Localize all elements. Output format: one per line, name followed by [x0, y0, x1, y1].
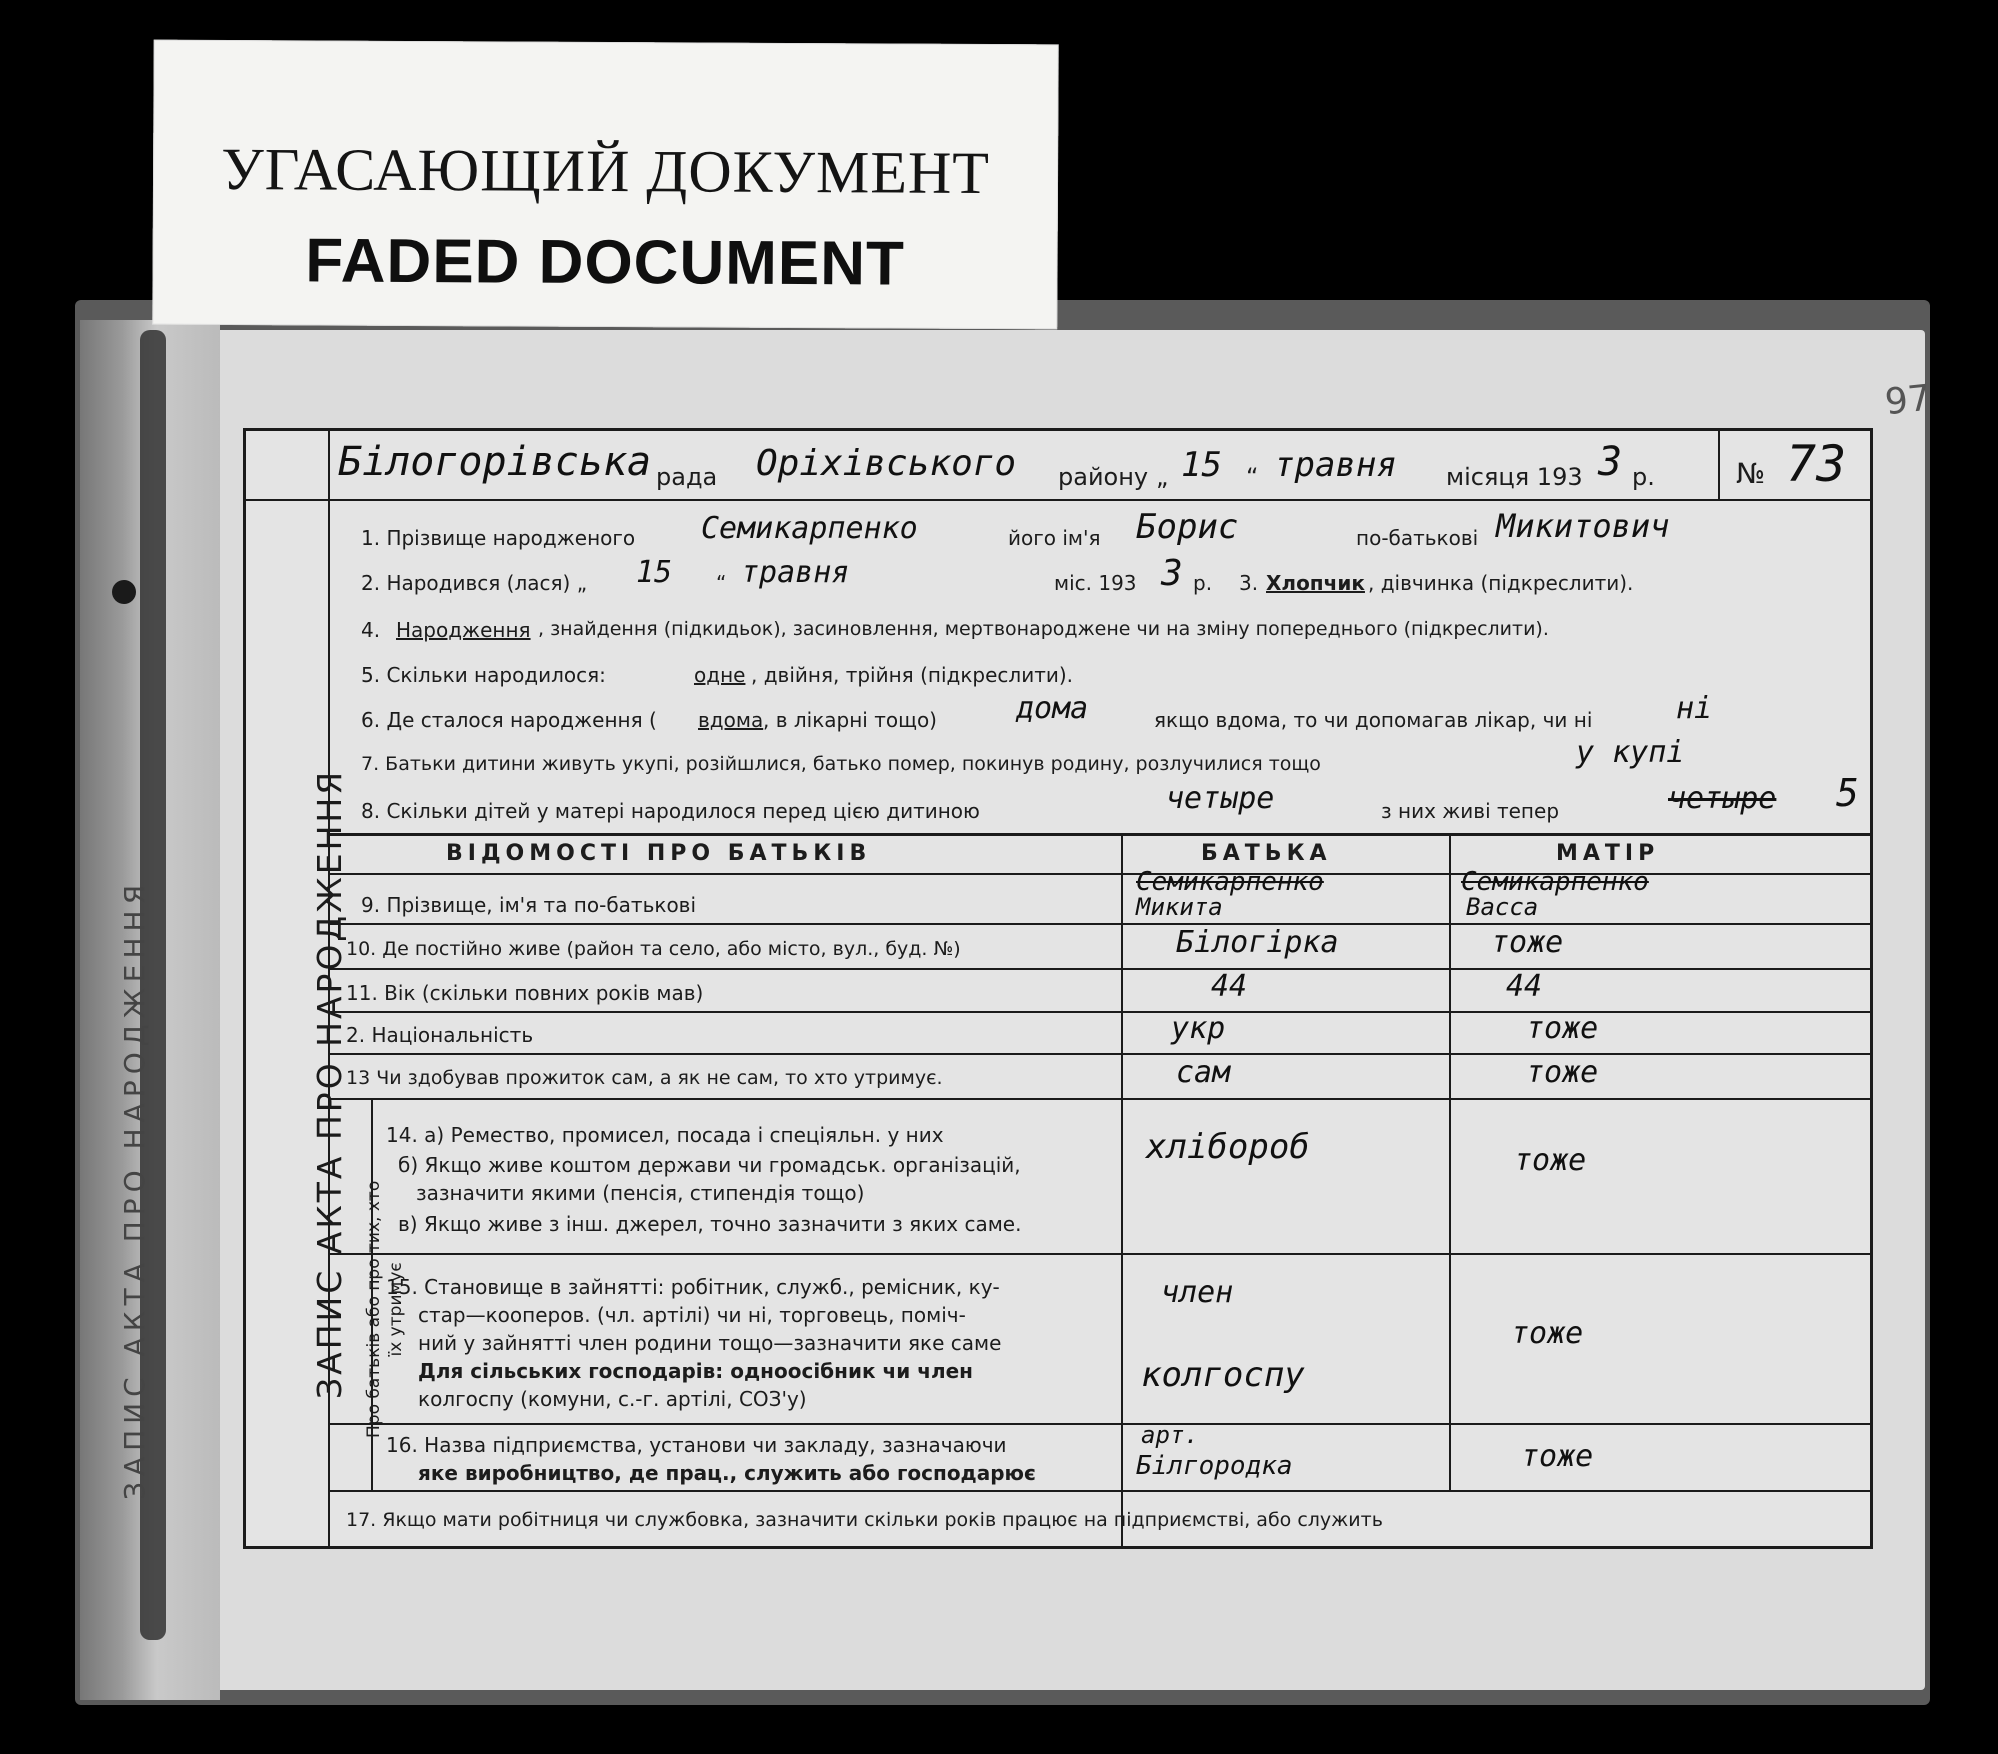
row8-label: 8. Скільки дітей у матері народилося перед цією дитиною	[361, 799, 980, 823]
father-livelihood: сам	[1176, 1055, 1231, 1090]
parents-side-note: Про батьків або про тих, хто їх утримує	[364, 1180, 406, 1438]
mother-status: тоже	[1511, 1316, 1584, 1351]
row2-r: р.	[1193, 571, 1213, 595]
row4-num: 4.	[361, 618, 381, 642]
birth-record-form	[243, 428, 1873, 1549]
father-occupation: хлібороб	[1146, 1127, 1310, 1167]
faded-document-label	[152, 40, 1058, 330]
father-status-2: колгоспу	[1141, 1355, 1305, 1395]
table-top-rule	[328, 833, 1870, 836]
month-value: травня	[1274, 445, 1397, 485]
doctor-value: ні	[1676, 691, 1713, 726]
council-label: рада	[656, 463, 718, 491]
row5-options: , двійня, трійня (підкреслити).	[751, 663, 1074, 687]
row-rule-16	[328, 1490, 1870, 1492]
row16-l1: 16. Назва підприємства, установи чи закладу, зазначаючи	[386, 1433, 1007, 1457]
row14-a: 14. а) Ремество, промисел, посада і спеціяльн. у них	[386, 1123, 944, 1147]
children-alive-value: 5	[1836, 771, 1859, 815]
row7-label: 7. Батьки дитини живуть укупі, розійшлися, батько помер, покинув родину, розлучилися тощо	[361, 753, 1321, 775]
father-age: 44	[1211, 969, 1248, 1004]
sex-boy: Хлопчик	[1266, 571, 1365, 595]
label-title-en: FADED DOCUMENT	[305, 226, 906, 299]
quote-close: “	[1246, 463, 1259, 491]
row15-l3: ний у зайнятті член родини тощо—зазначити яке саме	[418, 1331, 1002, 1355]
row14-c: в) Якщо живе з інш. джерел, точно зазначити з яких саме.	[398, 1212, 1022, 1236]
birth-year-digit: 3	[1161, 553, 1183, 594]
patronymic-value: Микитович	[1496, 507, 1670, 545]
row16-l2: яке виробництво, де прац., служить або господарює	[418, 1461, 1036, 1485]
row5-underlined: одне	[694, 663, 746, 687]
form-header-row	[246, 431, 1870, 501]
row9-label: 9. Прізвище, ім'я та по-батькові	[361, 893, 697, 917]
row1-name-label: його ім'я	[1008, 526, 1101, 550]
name-value: Борис	[1136, 507, 1239, 547]
row17-label: 17. Якщо мати робітниця чи службовка, зазначити скільки років працює на підприємстві, або служить	[346, 1509, 1383, 1531]
row15-l2: стар—кооперов. (чл. артілі) чи ні, торговець, поміч-	[418, 1303, 966, 1327]
district-label: району	[1058, 463, 1149, 491]
father-enterprise-1: арт.	[1141, 1421, 1199, 1449]
row2-mis: міс. 193	[1054, 571, 1137, 595]
number-label: №	[1736, 457, 1766, 490]
parents-together-value: у купі	[1576, 735, 1685, 770]
council-value: Білогорівська	[338, 439, 652, 485]
row-rule-15	[328, 1423, 1870, 1425]
quote-open: „	[1156, 463, 1169, 491]
row15-l1: 15. Становище в зайнятті: робітник, служб., ремісник, ку-	[386, 1275, 1000, 1299]
row6-underlined: вдома	[698, 708, 764, 732]
year-suffix: р.	[1632, 463, 1655, 491]
row11-label: 11. Вік (скільки повних років мав)	[346, 981, 704, 1005]
binding-hole	[112, 580, 136, 604]
district-value: Оріхівського	[756, 443, 1017, 484]
mother-surname: Семикарпенко	[1461, 867, 1649, 897]
birth-month-value: травня	[741, 555, 850, 590]
col-head-info: ВІДОМОСТІ ПРО БАТЬКІВ	[446, 841, 872, 866]
row-rule-9	[328, 923, 1870, 925]
birth-place-value: дома	[1016, 691, 1089, 726]
col-divider-1	[1121, 833, 1123, 1546]
father-residence: Білогірка	[1176, 925, 1339, 960]
mother-name: Васса	[1466, 893, 1539, 921]
father-surname: Семикарпенко	[1136, 867, 1324, 897]
row4-options: , знайдення (підкидьок), засиновлення, мертвонароджене чи на зміну попереднього (підкреслити).	[538, 618, 1549, 640]
father-enterprise-2: Білгородка	[1136, 1451, 1293, 1481]
col-divider-2	[1449, 833, 1451, 1490]
row14-b1: б) Якщо живе коштом держави чи громадськ. організацій,	[398, 1153, 1021, 1177]
page-number: 97	[1882, 377, 1933, 424]
form-title-vertical: ЗАПИС АКТА ПРО НАРОДЖЕННЯ	[310, 768, 349, 1399]
mother-age: 44	[1506, 969, 1543, 1004]
col-head-mother: МАТІР	[1556, 841, 1660, 866]
birth-day-value: 15	[636, 555, 673, 590]
father-status-1: член	[1161, 1275, 1234, 1310]
row13-label: 13 Чи здобував прожиток сам, а як не сам, то хто утримує.	[346, 1067, 943, 1089]
mother-residence: тоже	[1491, 925, 1564, 960]
back-card-title: ЗАПИС АКТА ПРО НАРОДЖЕННЯ	[118, 878, 151, 1500]
row1-label: 1. Прізвище народженого	[361, 526, 636, 550]
row4-underlined: Народження	[396, 618, 531, 642]
row1-patr-label: по-батькові	[1356, 526, 1479, 550]
row5-label: 5. Скільки народилося:	[361, 663, 606, 687]
row-rule-14	[328, 1253, 1870, 1255]
row3-label: 3.	[1239, 571, 1259, 595]
month-label: місяця 193	[1446, 463, 1583, 491]
sex-options: , дівчинка (підкреслити).	[1368, 571, 1634, 595]
row8-mid: з них живі тепер	[1381, 799, 1560, 823]
label-title-ru: УГАСАЮЩИЙ ДОКУМЕНТ	[221, 135, 991, 207]
row-rule-10	[328, 968, 1870, 970]
mother-nationality: тоже	[1526, 1011, 1599, 1046]
surname-value: Семикарпенко	[701, 511, 918, 546]
record-number-box	[1718, 431, 1870, 499]
record-number: 73	[1786, 435, 1847, 493]
children-alive-struck: четыре	[1668, 781, 1777, 816]
row12-label: 2. Національність	[346, 1023, 534, 1047]
row10-label: 10. Де постійно живе (район та село, або місто, вул., буд. №)	[346, 938, 961, 960]
row6-rest: , в лікарні тощо)	[763, 708, 937, 732]
year-digit: 3	[1598, 439, 1623, 485]
col-head-father: БАТЬКА	[1201, 841, 1332, 866]
mother-occupation: тоже	[1514, 1143, 1587, 1178]
form-side-column	[246, 431, 349, 1546]
row-rule-12	[328, 1053, 1870, 1055]
row15-l4: Для сільських господарів: одноосібник чи член	[418, 1359, 973, 1383]
father-name: Микита	[1136, 893, 1223, 921]
row6-label: 6. Де сталося народження (	[361, 708, 657, 732]
mother-livelihood: тоже	[1526, 1055, 1599, 1090]
mother-enterprise: тоже	[1521, 1439, 1594, 1474]
row14-b2: зазначити якими (пенсія, стипендія тощо)	[416, 1181, 865, 1205]
row6-question: якщо вдома, то чи допомагав лікар, чи ні	[1154, 708, 1593, 732]
row2-label: 2. Народився (лася) „	[361, 571, 588, 595]
row-rule-13	[328, 1098, 1870, 1100]
row15-l5: колгоспу (комуни, с.-г. артілі, СОЗ'у)	[418, 1387, 807, 1411]
day-value: 15	[1181, 445, 1222, 485]
row-rule-11	[328, 1011, 1870, 1013]
row2-quote: “	[716, 571, 727, 595]
children-count-value: четыре	[1166, 781, 1275, 816]
father-nationality: укр	[1171, 1011, 1226, 1046]
